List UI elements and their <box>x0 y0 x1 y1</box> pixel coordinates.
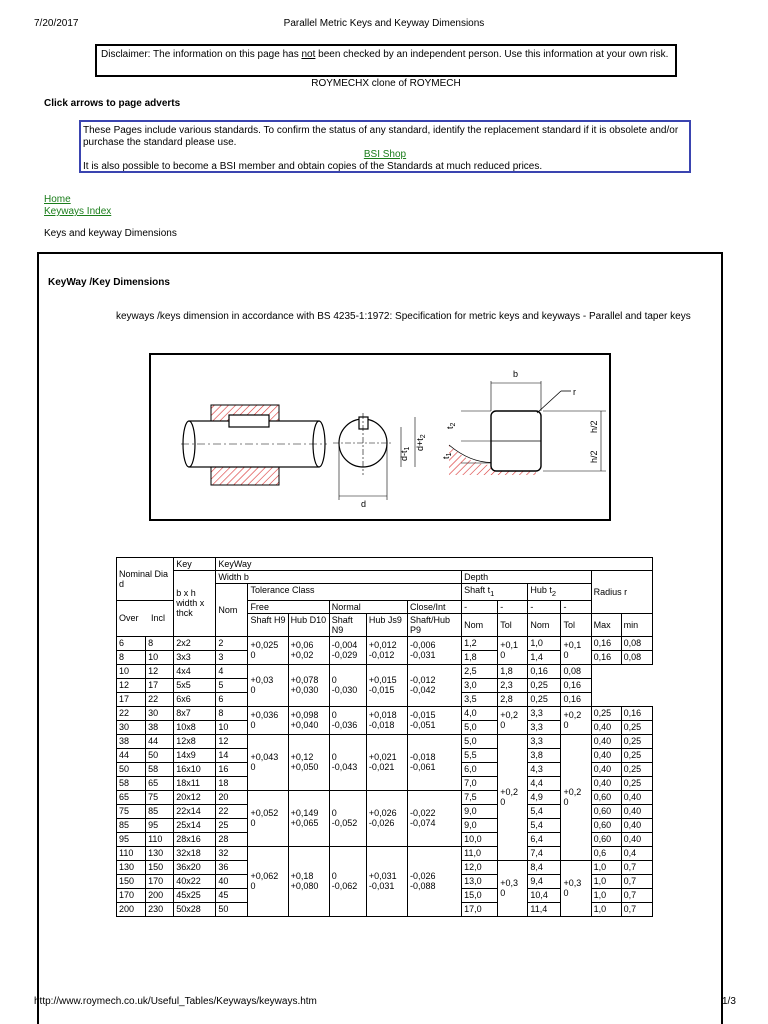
cell-bxh: 25x14 <box>174 818 216 832</box>
cell-shaft-tol: +0,2 0 <box>498 734 528 860</box>
cell-incl: 75 <box>146 790 174 804</box>
cell-shaft-nom: 12,0 <box>462 860 498 874</box>
cell-hub-nom: 3,3 <box>528 734 561 748</box>
cell-incl: 22 <box>146 692 174 706</box>
keyway-drawing <box>151 355 609 519</box>
cell-hub-tol: +0,1 0 <box>561 636 591 664</box>
cell-tol-d10: +0,149 +0,065 <box>288 790 329 846</box>
cell-bxh: 3x3 <box>174 650 216 664</box>
disclaimer-text-before: Disclaimer: The information on this page has <box>101 49 302 60</box>
keyway-dimensions-table <box>116 557 653 917</box>
th-tolerance-class: Tolerance Class <box>248 584 462 601</box>
label-t2: $t_2$ <box>445 422 457 429</box>
cell-radius-max: 0,40 <box>591 748 621 762</box>
cell-shaft-nom: 6,0 <box>462 762 498 776</box>
cell-radius-max: 0,40 <box>591 762 621 776</box>
cell-shaft-nom: 5,5 <box>462 748 498 762</box>
cell-hub-nom: 4,9 <box>528 790 561 804</box>
cell-bxh: 18x11 <box>174 776 216 790</box>
cell-incl: 95 <box>146 818 174 832</box>
cell-radius-min: 0,08 <box>621 650 652 664</box>
cell-incl: 38 <box>146 720 174 734</box>
cell-tol-js9: +0,026 -0,026 <box>366 790 407 846</box>
cell-radius-max: 0,60 <box>591 804 621 818</box>
table-row <box>117 706 653 720</box>
cell-shaft-nom: 3,0 <box>462 678 498 692</box>
th-shaft-h9: Shaft H9 <box>248 613 288 636</box>
cell-bxh: 36x20 <box>174 860 216 874</box>
th-over: Over Incl <box>117 600 174 636</box>
cell-incl: 85 <box>146 804 174 818</box>
cell-nom-width: 2 <box>216 636 248 650</box>
standards-box <box>79 120 691 173</box>
cell-shaft-nom: 5,0 <box>462 720 498 734</box>
cell-radius-min: 0,25 <box>621 748 652 762</box>
cell-hub-nom: 1,0 <box>528 636 561 650</box>
cell-incl: 58 <box>146 762 174 776</box>
label-r: r <box>573 387 576 397</box>
cell-radius-min: 0,25 <box>621 720 652 734</box>
cell-bxh: 2x2 <box>174 636 216 650</box>
cell-radius-max: 1,0 <box>591 874 621 888</box>
table-body <box>117 636 653 916</box>
cell-shaft-nom: 2,5 <box>462 664 498 678</box>
cell-hub-nom: 11,4 <box>528 902 561 916</box>
cell-radius-min: 0,16 <box>621 706 652 720</box>
cell-bxh: 12x8 <box>174 734 216 748</box>
cell-tol-h9: +0,025 0 <box>248 636 288 664</box>
cell-tol-p9: -0,026 -0,088 <box>407 846 461 916</box>
standards-line1: These Pages include various standards. To confirm the status of any standard, identify the replacement standard if it is obsolete and/or purchase the standard please use. <box>83 125 679 148</box>
cell-tol-d10: +0,06 +0,02 <box>288 636 329 664</box>
cell-radius-min: 0,7 <box>621 888 652 902</box>
cell-over: 38 <box>117 734 146 748</box>
cell-nom-width: 8 <box>216 706 248 720</box>
cell-nom-width: 5 <box>216 678 248 692</box>
cell-radius-max: 1,0 <box>591 902 621 916</box>
cell-radius-min: 0,40 <box>621 790 652 804</box>
cell-nom-width: 3 <box>216 650 248 664</box>
th-dash: - <box>498 600 528 613</box>
cell-radius-min: 0,7 <box>621 860 652 874</box>
cell-radius-max: 0,40 <box>591 776 621 790</box>
cell-nom-width: 6 <box>216 692 248 706</box>
cell-tol-p9: -0,018 -0,061 <box>407 734 461 790</box>
th-key: Key <box>174 558 216 571</box>
th-min: min <box>621 613 652 636</box>
cell-tol-p9: -0,015 -0,051 <box>407 706 461 734</box>
cell-tol-n9: 0 -0,052 <box>329 790 366 846</box>
cell-nom-width: 4 <box>216 664 248 678</box>
cell-radius-min: 0,25 <box>621 776 652 790</box>
cell-radius-min: 0,40 <box>621 832 652 846</box>
cell-incl: 170 <box>146 874 174 888</box>
cell-over: 75 <box>117 804 146 818</box>
intro-text: keyways /keys dimension in accordance with BS 4235-1:1972: Specification for metric keys and keyways - Parallel and taper keys <box>116 311 691 322</box>
cell-tol-h9: +0,062 0 <box>248 846 288 916</box>
cell-hub-tol: +0,2 0 <box>561 706 591 734</box>
footer-url: http://www.roymech.co.uk/Useful_Tables/Keyways/keyways.htm <box>34 996 317 1007</box>
cell-radius-min: 0,25 <box>621 734 652 748</box>
cell-bxh: 45x25 <box>174 888 216 902</box>
cell-incl: 150 <box>146 860 174 874</box>
cell-incl: 200 <box>146 888 174 902</box>
cell-radius-max: 0,40 <box>591 734 621 748</box>
adverts-note: Click arrows to page adverts <box>44 98 181 109</box>
label-h2-upper: h/2 <box>589 420 599 433</box>
cell-over: 130 <box>117 860 146 874</box>
label-h2-lower: h/2 <box>589 450 599 463</box>
cell-incl: 12 <box>146 664 174 678</box>
th-normal: Normal <box>329 600 407 613</box>
th-shaft-n9: Shaft N9 <box>329 613 366 636</box>
cell-shaft-nom: 10,0 <box>462 832 498 846</box>
cell-radius-min: 0,16 <box>561 678 591 692</box>
th-shaft-hub-p9: Shaft/Hub P9 <box>407 613 461 636</box>
cell-shaft-tol: +0,1 0 <box>498 636 528 664</box>
cell-hub-nom: 8,4 <box>528 860 561 874</box>
cell-shaft-nom: 1,2 <box>462 636 498 650</box>
cell-radius-min: 0,4 <box>621 846 652 860</box>
cell-tol-p9: -0,022 -0,074 <box>407 790 461 846</box>
th-hub-t2: Hub $t_2$ <box>528 584 591 601</box>
cell-over: 22 <box>117 706 146 720</box>
cell-tol-n9: 0 -0,036 <box>329 706 366 734</box>
cell-hub-nom: 10,4 <box>528 888 561 902</box>
table-row <box>117 734 653 748</box>
cell-hub-nom: 7,4 <box>528 846 561 860</box>
cell-bxh: 28x16 <box>174 832 216 846</box>
cell-nom-width: 20 <box>216 790 248 804</box>
cell-radius-max: 0,16 <box>591 650 621 664</box>
print-date: 7/20/2017 <box>34 18 79 29</box>
cell-bxh: 32x18 <box>174 846 216 860</box>
cell-incl: 130 <box>146 846 174 860</box>
cell-tol-js9: +0,015 -0,015 <box>366 664 407 706</box>
table-row <box>117 636 653 650</box>
cell-hub-nom: 9,4 <box>528 874 561 888</box>
cell-tol-p9: -0,012 -0,042 <box>407 664 461 706</box>
th-keyway: KeyWay <box>216 558 653 571</box>
cell-hub-nom: 3,8 <box>528 748 561 762</box>
cell-over: 150 <box>117 874 146 888</box>
th-hub-d10: Hub D10 <box>288 613 329 636</box>
cell-shaft-nom: 4,0 <box>462 706 498 720</box>
cell-over: 65 <box>117 790 146 804</box>
cell-tol-h9: +0,052 0 <box>248 790 288 846</box>
cell-radius-max: 0,60 <box>591 818 621 832</box>
standards-line2: It is also possible to become a BSI member and obtain copies of the Standards at much reduced prices. <box>83 161 543 172</box>
cell-radius-min: 0,40 <box>621 804 652 818</box>
cell-shaft-nom: 1,8 <box>462 650 498 664</box>
cell-shaft-tol: +0,3 0 <box>498 860 528 916</box>
cell-shaft-nom: 7,0 <box>462 776 498 790</box>
home-link[interactable]: Home <box>44 194 71 205</box>
cell-tol-d10: +0,18 +0,080 <box>288 846 329 916</box>
cell-nom-width: 10 <box>216 720 248 734</box>
th-dash: - <box>528 600 561 613</box>
cell-hub-nom: 1,8 <box>498 664 528 678</box>
th-nom-width: Nom <box>216 584 248 637</box>
cell-radius-max: 0,25 <box>591 706 621 720</box>
cell-radius-max: 1,0 <box>591 888 621 902</box>
disclaimer-box <box>95 44 677 77</box>
cell-hub-nom: 2,3 <box>498 678 528 692</box>
th-dash: - <box>561 600 591 613</box>
cell-bxh: 4x4 <box>174 664 216 678</box>
label-d-plus-t2: $d+t_2$ <box>415 434 427 451</box>
keyway-diagram <box>149 353 611 521</box>
cell-over: 200 <box>117 902 146 916</box>
cell-over: 50 <box>117 762 146 776</box>
cell-radius-max: 1,0 <box>591 860 621 874</box>
th-max: Max <box>591 613 621 636</box>
cell-tol-d10: +0,098 +0,040 <box>288 706 329 734</box>
disclaimer-emphasis: not <box>301 49 316 60</box>
cell-bxh: 16x10 <box>174 762 216 776</box>
diagram-labels <box>361 369 599 509</box>
cell-radius-max: 0,40 <box>591 720 621 734</box>
cell-radius-max: 0,25 <box>528 678 561 692</box>
cell-radius-min: 0,08 <box>621 636 652 650</box>
cell-shaft-nom: 7,5 <box>462 790 498 804</box>
cell-radius-max: 0,16 <box>528 664 561 678</box>
cell-hub-nom: 4,3 <box>528 762 561 776</box>
cell-tol-n9: 0 -0,062 <box>329 846 366 916</box>
cell-radius-min: 0,25 <box>621 762 652 776</box>
cell-radius-min: 0,7 <box>621 902 652 916</box>
cell-incl: 17 <box>146 678 174 692</box>
cell-tol-d10: +0,12 +0,050 <box>288 734 329 790</box>
cell-hub-nom: 6,4 <box>528 832 561 846</box>
cell-nom-width: 14 <box>216 748 248 762</box>
key-detail-view <box>449 381 606 475</box>
cell-radius-max: 0,60 <box>591 832 621 846</box>
cell-radius-max: 0,6 <box>591 846 621 860</box>
th-nom-shaft: Nom <box>462 613 498 636</box>
cell-tol-js9: +0,021 -0,021 <box>366 734 407 790</box>
cell-incl: 30 <box>146 706 174 720</box>
cell-incl: 8 <box>146 636 174 650</box>
cell-tol-js9: +0,018 -0,018 <box>366 706 407 734</box>
cell-shaft-nom: 3,5 <box>462 692 498 706</box>
cell-bxh: 6x6 <box>174 692 216 706</box>
th-shaft-t1: Shaft $t_1$ <box>462 584 528 601</box>
th-radius: Radius r <box>591 571 652 614</box>
cell-bxh: 5x5 <box>174 678 216 692</box>
disclaimer-text-after: been checked by an independent person. Use this information at your own risk. <box>315 49 669 60</box>
cell-radius-min: 0,16 <box>561 692 591 706</box>
shaft-side-view <box>181 405 327 485</box>
th-depth: Depth <box>462 571 591 584</box>
cell-over: 110 <box>117 846 146 860</box>
label-b: b <box>513 369 519 379</box>
th-bxh: b x h width x thck <box>174 571 216 637</box>
cell-shaft-nom: 15,0 <box>462 888 498 902</box>
cell-bxh: 50x28 <box>174 902 216 916</box>
cell-over: 30 <box>117 720 146 734</box>
cell-nom-width: 50 <box>216 902 248 916</box>
th-close-int: Close/Int <box>407 600 461 613</box>
cell-shaft-nom: 11,0 <box>462 846 498 860</box>
cell-hub-nom: 4,4 <box>528 776 561 790</box>
cell-over: 85 <box>117 818 146 832</box>
cell-shaft-nom: 13,0 <box>462 874 498 888</box>
bsi-shop-link[interactable]: BSI Shop <box>363 149 407 160</box>
table-row <box>117 664 653 678</box>
footer-page: 1/3 <box>722 996 736 1007</box>
cell-shaft-tol: +0,2 0 <box>498 706 528 734</box>
cell-tol-n9: 0 -0,043 <box>329 734 366 790</box>
cell-hub-tol: +0,2 0 <box>561 734 591 860</box>
cell-nom-width: 45 <box>216 888 248 902</box>
cell-incl: 50 <box>146 748 174 762</box>
cell-bxh: 10x8 <box>174 720 216 734</box>
cell-nom-width: 36 <box>216 860 248 874</box>
print-title: Parallel Metric Keys and Keyway Dimensions <box>283 18 485 29</box>
cell-hub-nom: 3,3 <box>528 720 561 734</box>
cell-tol-js9: +0,012 -0,012 <box>366 636 407 664</box>
cell-radius-min: 0,08 <box>561 664 591 678</box>
cell-tol-n9: -0,004 -0,029 <box>329 636 366 664</box>
cell-over: 44 <box>117 748 146 762</box>
cell-hub-nom: 5,4 <box>528 818 561 832</box>
cell-nom-width: 22 <box>216 804 248 818</box>
section-title: KeyWay /Key Dimensions <box>48 277 170 288</box>
cell-over: 10 <box>117 664 146 678</box>
cell-hub-nom: 1,4 <box>528 650 561 664</box>
cell-nom-width: 12 <box>216 734 248 748</box>
cell-incl: 230 <box>146 902 174 916</box>
cell-tol-h9: +0,043 0 <box>248 734 288 790</box>
cell-radius-max: 0,25 <box>528 692 561 706</box>
cell-tol-js9: +0,031 -0,031 <box>366 846 407 916</box>
cell-nom-width: 28 <box>216 832 248 846</box>
cell-radius-min: 0,40 <box>621 818 652 832</box>
cell-over: 170 <box>117 888 146 902</box>
th-width-b: Width b <box>216 571 462 584</box>
th-hub-js9: Hub Js9 <box>366 613 407 636</box>
cell-shaft-nom: 9,0 <box>462 804 498 818</box>
cell-incl: 10 <box>146 650 174 664</box>
cell-tol-h9: +0,03 0 <box>248 664 288 706</box>
cell-nom-width: 25 <box>216 818 248 832</box>
cell-hub-nom: 3,3 <box>528 706 561 720</box>
cell-over: 6 <box>117 636 146 650</box>
th-free: Free <box>248 600 329 613</box>
cell-over: 17 <box>117 692 146 706</box>
cell-over: 12 <box>117 678 146 692</box>
label-d: d <box>361 499 367 509</box>
th-tol-hub: Tol <box>561 613 591 636</box>
cell-hub-tol: +0,3 0 <box>561 860 591 916</box>
cell-shaft-nom: 17,0 <box>462 902 498 916</box>
th-dash: - <box>462 600 498 613</box>
cell-tol-n9: 0 -0,030 <box>329 664 366 706</box>
cell-bxh: 8x7 <box>174 706 216 720</box>
cell-tol-p9: -0,006 -0,031 <box>407 636 461 664</box>
cell-tol-d10: +0,078 +0,030 <box>288 664 329 706</box>
cell-nom-width: 32 <box>216 846 248 860</box>
keyways-index-link[interactable]: Keyways Index <box>44 206 112 217</box>
label-t1: $t_1$ <box>441 452 453 459</box>
th-nom-hub: Nom <box>528 613 561 636</box>
cell-bxh: 22x14 <box>174 804 216 818</box>
cell-over: 58 <box>117 776 146 790</box>
cell-over: 8 <box>117 650 146 664</box>
cell-hub-nom: 2,8 <box>498 692 528 706</box>
cell-bxh: 20x12 <box>174 790 216 804</box>
cell-shaft-nom: 9,0 <box>462 818 498 832</box>
label-d-minus-t1: $d-t_1$ <box>399 446 411 461</box>
cell-incl: 65 <box>146 776 174 790</box>
cell-over: 95 <box>117 832 146 846</box>
cell-tol-h9: +0,036 0 <box>248 706 288 734</box>
cell-nom-width: 18 <box>216 776 248 790</box>
cell-incl: 110 <box>146 832 174 846</box>
cell-shaft-nom: 5,0 <box>462 734 498 748</box>
cell-nom-width: 40 <box>216 874 248 888</box>
th-tol-shaft: Tol <box>498 613 528 636</box>
cell-bxh: 40x22 <box>174 874 216 888</box>
clone-note: ROYMECHX clone of ROYMECH <box>311 78 461 89</box>
page-heading: Keys and keyway Dimensions <box>44 228 177 239</box>
cell-nom-width: 16 <box>216 762 248 776</box>
cell-incl: 44 <box>146 734 174 748</box>
th-nominal-dia: Nominal Dia d <box>117 558 174 601</box>
cell-bxh: 14x9 <box>174 748 216 762</box>
cell-hub-nom: 5,4 <box>528 804 561 818</box>
cell-radius-max: 0,16 <box>591 636 621 650</box>
cell-radius-max: 0,60 <box>591 790 621 804</box>
cell-radius-min: 0,7 <box>621 874 652 888</box>
